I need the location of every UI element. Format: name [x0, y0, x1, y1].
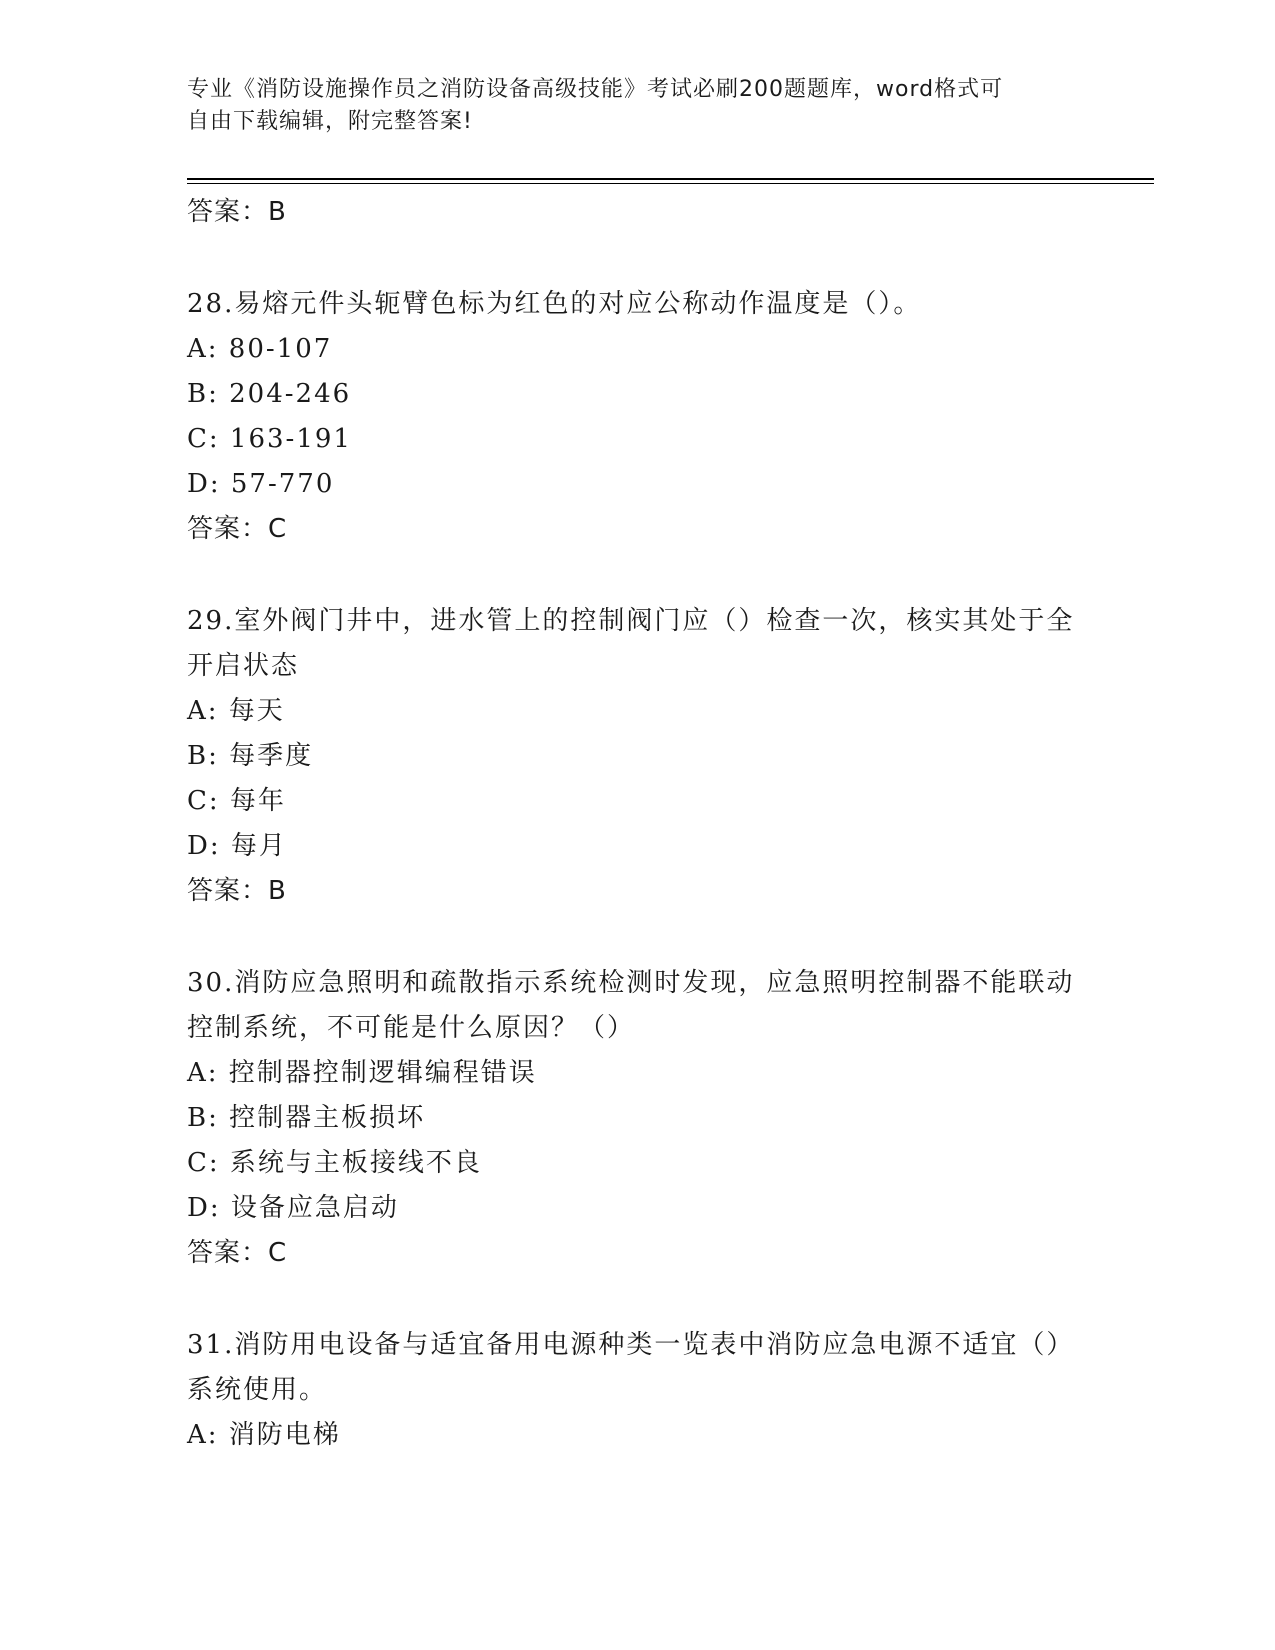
option-c: C: 163-191	[187, 424, 352, 454]
answer: 答案：C	[187, 1238, 288, 1268]
answer: 答案：C	[187, 514, 288, 544]
option-d: D: 每月	[187, 831, 287, 861]
question-stem: 28.易熔元件头轭臂色标为红色的对应公称动作温度是（）。	[187, 289, 922, 319]
option-a: A: 每天	[187, 696, 285, 726]
document-header	[187, 74, 1067, 138]
option-a: A: 80-107	[187, 334, 333, 364]
question-28	[187, 282, 1087, 551]
option-a: A: 消防电梯	[187, 1420, 341, 1450]
question-31	[187, 1323, 1087, 1458]
header-line-2: 自由下载编辑，附完整答案!	[187, 109, 473, 134]
question-29	[187, 599, 1087, 913]
question-30	[187, 961, 1087, 1275]
header-line-1: 专业《消防设施操作员之消防设备高级技能》考试必刷200题题库，word格式可	[187, 77, 1004, 102]
answer: 答案：B	[187, 876, 287, 906]
option-c: C: 系统与主板接线不良	[187, 1148, 482, 1178]
question-stem: 31.消防用电设备与适宜备用电源种类一览表中消防应急电源不适宜（）系统使用。	[187, 1330, 1075, 1405]
question-stem: 30.消防应急照明和疏散指示系统检测时发现，应急照明控制器不能联动控制系统，不可能是什么原因？（）	[187, 968, 1075, 1043]
option-c: C: 每年	[187, 786, 286, 816]
option-b: B: 每季度	[187, 741, 314, 771]
option-b: B: 控制器主板损坏	[187, 1103, 426, 1133]
option-d: D: 设备应急启动	[187, 1193, 399, 1223]
question-stem: 29.室外阀门井中，进水管上的控制阀门应（）检查一次，核实其处于全开启状态	[187, 606, 1075, 681]
header-divider-thick	[187, 178, 1154, 180]
option-a: A: 控制器控制逻辑编程错误	[187, 1058, 537, 1088]
previous-answer: 答案：B	[187, 197, 287, 227]
document-body	[187, 190, 1087, 1458]
option-b: B: 204-246	[187, 379, 352, 409]
header-divider-thin	[187, 183, 1154, 184]
option-d: D: 57-770	[187, 469, 335, 499]
